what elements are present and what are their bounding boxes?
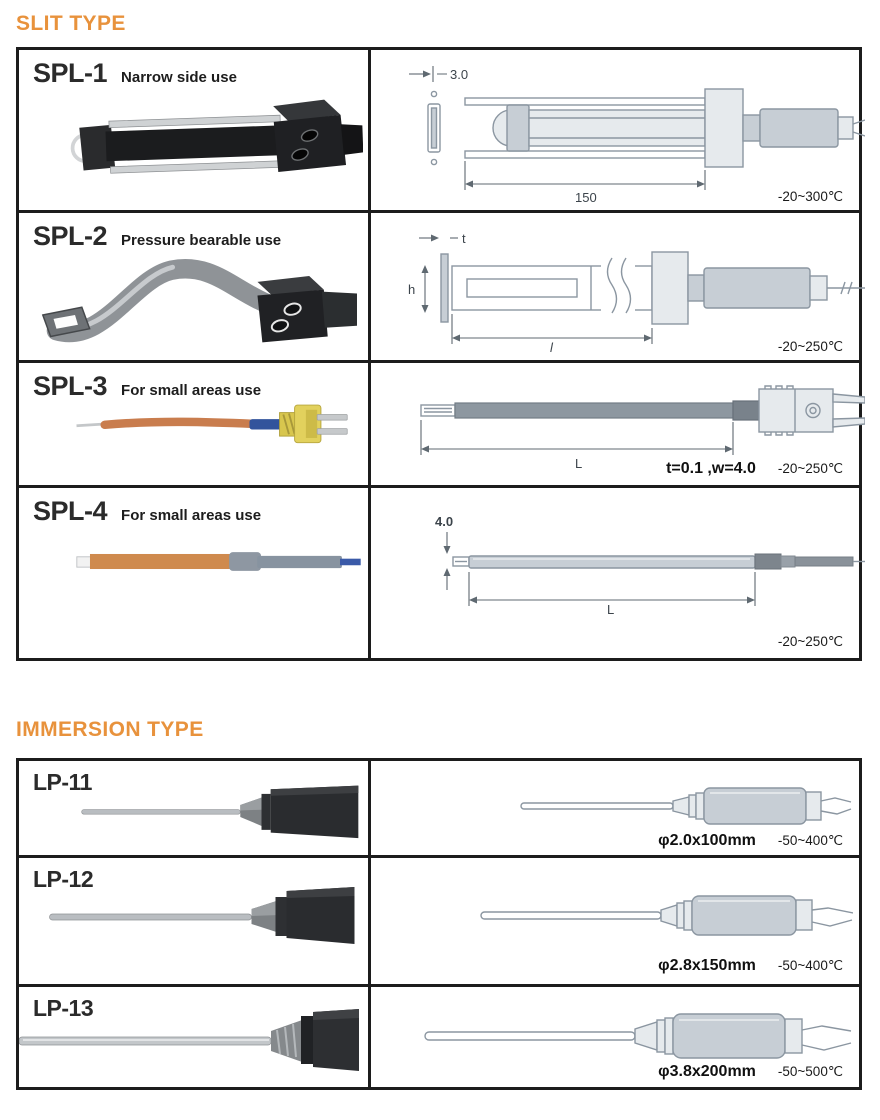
- diagram-cell-spl-3: [371, 363, 859, 485]
- dimension-label: L: [607, 602, 615, 617]
- diagram-cell-spl-1: [371, 50, 859, 210]
- immersion-type-table: [16, 758, 862, 1090]
- product-photo-spl-1: [65, 84, 363, 205]
- diagram-cell-lp-12: [371, 858, 859, 984]
- technical-diagram-spl-2: [395, 218, 865, 354]
- product-model: SPL-3: [33, 371, 108, 401]
- temperature-range: -20~250℃: [777, 461, 843, 476]
- table-row-lp-12: [19, 855, 859, 984]
- dimension-spec: φ2.0x100mm: [658, 832, 756, 849]
- product-description: For small areas use: [121, 507, 262, 524]
- table-row-spl-4: [19, 485, 859, 658]
- temperature-range: -50~500℃: [777, 1064, 843, 1079]
- product-cell-spl-2: [19, 213, 371, 360]
- product-cell-spl-1: [19, 50, 371, 210]
- product-photo-spl-2: [35, 235, 357, 357]
- product-model: LP-13: [33, 995, 94, 1021]
- section-title-immersion: IMMERSION TYPE: [16, 718, 204, 741]
- temperature-range: -20~250℃: [777, 634, 843, 649]
- section-title-slit: SLIT TYPE: [16, 12, 126, 35]
- product-description: For small areas use: [121, 382, 262, 399]
- dimension-spec: φ2.8x150mm: [658, 957, 756, 974]
- table-row-lp-11: [19, 761, 859, 855]
- product-model: LP-12: [33, 866, 94, 892]
- product-model: SPL-1: [33, 58, 108, 88]
- dimension-label: t: [462, 231, 466, 246]
- product-cell-lp-11: [19, 761, 371, 855]
- dimension-label: L: [575, 456, 583, 471]
- technical-diagram-spl-1: [395, 58, 865, 206]
- product-cell-lp-12: [19, 858, 371, 984]
- product-description: Pressure bearable use: [121, 232, 282, 249]
- table-row-lp-13: [19, 984, 859, 1087]
- product-model: LP-11: [33, 769, 92, 795]
- table-row-spl-3: [19, 360, 859, 485]
- dimension-label: 3.0: [450, 67, 469, 82]
- technical-diagram-lp-12: [373, 870, 853, 965]
- dimension-label: h: [408, 282, 416, 297]
- product-cell-spl-3: [19, 363, 371, 485]
- dimension-label: 150: [575, 190, 597, 205]
- temperature-range: -20~300℃: [777, 189, 843, 204]
- product-model: SPL-4: [33, 496, 108, 526]
- dimension-label: 4.0: [435, 514, 454, 529]
- product-description: Narrow side use: [121, 69, 237, 86]
- temperature-range: -50~400℃: [777, 833, 843, 848]
- temperature-range: -50~400℃: [777, 958, 843, 973]
- dimension-spec: φ3.8x200mm: [658, 1063, 756, 1080]
- diagram-cell-lp-11: [371, 761, 859, 855]
- diagram-cell-lp-13: [371, 987, 859, 1087]
- dimension-spec: t=0.1 ,w=4.0: [666, 460, 756, 477]
- diagram-cell-spl-4: [371, 488, 859, 658]
- dimension-label: l: [550, 340, 553, 354]
- diagram-cell-spl-2: [371, 213, 859, 360]
- product-photo-lp-11: [81, 769, 359, 852]
- product-photo-spl-4: [69, 538, 361, 585]
- table-row-spl-1: [19, 50, 859, 210]
- technical-diagram-spl-4: [395, 502, 865, 632]
- slit-type-table: [16, 47, 862, 661]
- product-cell-lp-13: [19, 987, 371, 1087]
- product-cell-spl-4: [19, 488, 371, 658]
- table-row-spl-2: [19, 210, 859, 360]
- product-model: SPL-2: [33, 221, 108, 251]
- product-photo-lp-12: [49, 878, 355, 958]
- temperature-range: -20~250℃: [777, 339, 843, 354]
